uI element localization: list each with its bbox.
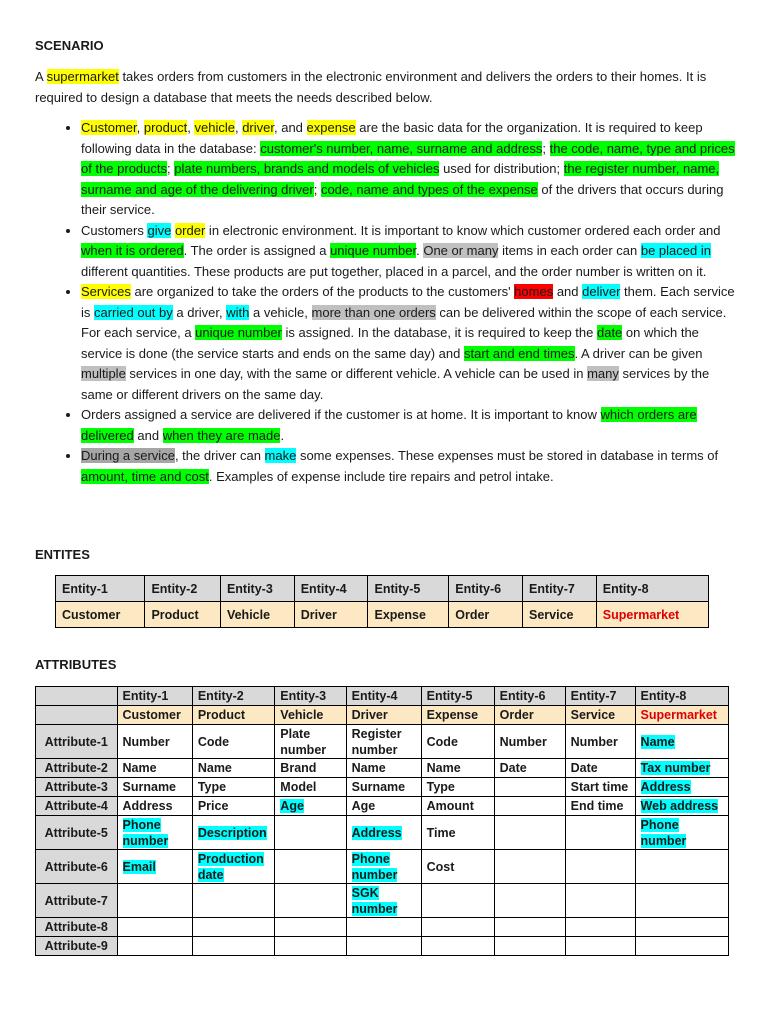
text-run: in electronic environment. It is important to know which customer ordered each order and <box>205 222 721 238</box>
highlighted-attribute: Phone number <box>640 817 687 848</box>
text-run: . <box>416 243 424 258</box>
attribute-cell <box>275 797 346 816</box>
attribute-entity-name-cell: Order <box>494 706 565 725</box>
attributes-header-row <box>36 687 729 706</box>
attribute-cell <box>346 884 421 918</box>
attribute-cell <box>565 850 635 884</box>
attribute-cell <box>346 797 421 816</box>
attribute-cell <box>494 759 565 778</box>
attribute-row-label: Attribute-1 <box>36 725 118 759</box>
attribute-value: Amount <box>426 799 474 813</box>
highlighted-attribute: Name <box>640 734 675 749</box>
attribute-cell <box>192 778 274 797</box>
text-run: of the drivers that occurs during their service. <box>81 181 724 217</box>
attribute-cell <box>346 816 421 850</box>
attribute-cell <box>494 816 565 850</box>
text-run: . Examples of expense include tire repairs and petrol intake. <box>208 468 554 484</box>
attribute-header-cell: Entity-6 <box>494 687 565 706</box>
entities-table <box>55 575 709 628</box>
attribute-cell <box>565 816 635 850</box>
attribute-cell <box>117 778 192 797</box>
text-run: . The order is assigned a <box>183 243 331 258</box>
attribute-row <box>36 937 729 956</box>
attribute-row-label: Attribute-8 <box>36 918 118 937</box>
attribute-value: Surname <box>351 780 406 794</box>
highlighted-text: During a service <box>81 448 175 463</box>
highlighted-text: when it is ordered <box>81 243 184 258</box>
text-run: and <box>553 284 583 299</box>
highlighted-text: make <box>264 448 297 463</box>
attribute-value: Model <box>280 780 317 794</box>
text-run: items in each order can <box>498 243 641 258</box>
entities-name-row <box>56 602 709 628</box>
attribute-entity-name-cell: Service <box>565 706 635 725</box>
attribute-cell <box>494 850 565 884</box>
highlighted-text: driver <box>242 120 274 135</box>
highlighted-text: Services <box>81 284 131 299</box>
attribute-header-cell: Entity-2 <box>192 687 274 706</box>
attribute-cell <box>421 937 494 956</box>
entity-name-cell: Order <box>449 602 523 628</box>
attribute-row <box>36 918 729 937</box>
attribute-cell <box>635 797 728 816</box>
attribute-row-label: Attribute-5 <box>36 816 118 850</box>
highlighted-attribute: Web address <box>640 799 719 813</box>
highlighted-text: plate numbers, brands and models of vehicles <box>174 161 440 176</box>
attribute-row-label: Attribute-3 <box>36 778 118 797</box>
highlighted-text: which orders are delivered <box>81 407 697 443</box>
attribute-cell <box>421 816 494 850</box>
text-run: and <box>133 427 163 443</box>
highlighted-text: deliver <box>582 284 621 299</box>
attribute-cell <box>192 918 274 937</box>
text-run: different quantities. These products are put together, placed in a parcel, and the order number is written on it. <box>81 263 707 279</box>
attribute-cell <box>275 816 346 850</box>
highlighted-text: product <box>143 120 188 135</box>
text-run: are organized to take the orders of the products to the customers' <box>130 284 515 299</box>
highlighted-text: code, name and types of the expense <box>320 181 538 197</box>
attribute-entity-name-cell: Vehicle <box>275 706 346 725</box>
attribute-value: Name <box>122 761 157 775</box>
attribute-cell <box>192 759 274 778</box>
attribute-cell <box>275 759 346 778</box>
attribute-cell <box>275 918 346 937</box>
attribute-row <box>36 759 729 778</box>
highlighted-attribute: SGK number <box>351 885 398 916</box>
attribute-cell <box>192 937 274 956</box>
attribute-cell <box>275 778 346 797</box>
attribute-cell <box>346 918 421 937</box>
attribute-entity-name-cell: Supermarket <box>635 706 728 725</box>
attribute-cell <box>635 725 728 759</box>
attribute-row-label: Attribute-9 <box>36 937 118 956</box>
attribute-cell <box>635 778 728 797</box>
scenario-intro <box>35 67 735 108</box>
attribute-cell <box>635 816 728 850</box>
attribute-cell <box>275 850 346 884</box>
highlighted-text: carried out by <box>94 304 173 320</box>
attribute-cell <box>421 884 494 918</box>
text-run: are the basic data for the organization. It is required to keep following data in the database: <box>81 120 703 156</box>
attribute-value: Name <box>426 761 461 775</box>
entity-name-cell: Product <box>145 602 221 628</box>
text-run: , the driver can <box>174 448 265 463</box>
attribute-cell <box>494 918 565 937</box>
highlighted-text: give <box>147 222 172 238</box>
text-run: A <box>35 69 47 84</box>
entity-header-cell: Entity-2 <box>145 576 221 602</box>
highlighted-text: start and end times <box>463 345 575 361</box>
attribute-cell <box>494 778 565 797</box>
attribute-cell <box>346 937 421 956</box>
attribute-value: Number <box>122 734 170 749</box>
attribute-value: Date <box>499 761 527 775</box>
highlighted-text: unique number <box>195 325 282 340</box>
entity-name-cell: Driver <box>294 602 368 628</box>
attribute-cell <box>192 725 274 759</box>
scenario-bullet <box>81 446 735 487</box>
attribute-value: Name <box>197 761 232 775</box>
attribute-row <box>36 884 729 918</box>
attribute-cell <box>494 725 565 759</box>
entity-name-cell: Service <box>523 602 597 628</box>
attribute-value: Price <box>197 799 229 813</box>
attribute-cell <box>275 884 346 918</box>
entity-name-cell: Vehicle <box>220 602 294 628</box>
attribute-cell <box>192 797 274 816</box>
attribute-row-label: Attribute-4 <box>36 797 118 816</box>
text-run: used for distribution; <box>439 161 564 176</box>
text-run: Orders assigned a service are delivered if the customer is at home. It is important to know <box>81 407 601 422</box>
attribute-cell <box>635 850 728 884</box>
entity-header-cell: Entity-6 <box>449 576 523 602</box>
attribute-cell <box>421 778 494 797</box>
attribute-cell <box>565 797 635 816</box>
attribute-value: Cost <box>426 859 455 874</box>
attribute-cell <box>117 759 192 778</box>
attribute-row-label: Attribute-6 <box>36 850 118 884</box>
highlighted-text: expense <box>306 120 356 135</box>
attribute-value: End time <box>570 799 624 813</box>
attribute-cell <box>117 937 192 956</box>
text-run: can be delivered within the scope of each service. For each service, a <box>81 304 727 340</box>
attribute-header-cell: Entity-7 <box>565 687 635 706</box>
scenario-bullet <box>81 405 735 446</box>
highlighted-attribute: Address <box>640 780 691 794</box>
attribute-cell <box>494 797 565 816</box>
attributes-entity-name-row <box>36 706 729 725</box>
attribute-cell <box>421 725 494 759</box>
highlighted-text: order <box>174 222 206 238</box>
attribute-value: Brand <box>280 761 317 775</box>
text-run: , and <box>273 120 307 135</box>
attribute-cell <box>117 884 192 918</box>
highlighted-attribute: Phone number <box>122 817 169 848</box>
attribute-cell <box>565 759 635 778</box>
attribute-cell <box>117 918 192 937</box>
attribute-value: Number <box>570 734 618 749</box>
attribute-cell <box>346 778 421 797</box>
highlighted-attribute: Tax number <box>640 761 711 775</box>
attribute-entity-name-cell: Driver <box>346 706 421 725</box>
highlighted-attribute: Email <box>122 859 156 874</box>
text-run: , <box>187 120 195 135</box>
entity-header-cell: Entity-5 <box>368 576 449 602</box>
text-run: , <box>136 120 144 135</box>
highlighted-text: with <box>226 304 250 320</box>
highlighted-text: customer's number, name, surname and address <box>260 140 543 156</box>
attribute-header-cell <box>36 687 118 706</box>
entity-header-cell: Entity-8 <box>596 576 708 602</box>
attribute-value: Address <box>122 799 173 813</box>
attribute-cell <box>346 725 421 759</box>
attribute-value: Surname <box>122 780 177 794</box>
text-run: some expenses. These expenses must be stored in database in terms of <box>296 448 719 463</box>
highlighted-attribute: Phone number <box>351 851 398 882</box>
entity-name-cell: Expense <box>368 602 449 628</box>
text-run: ; <box>313 181 321 197</box>
highlighted-text: supermarket <box>46 69 119 84</box>
attribute-cell <box>635 937 728 956</box>
attribute-cell <box>635 759 728 778</box>
attribute-entity-name-cell: Product <box>192 706 274 725</box>
attribute-value: Age <box>351 799 376 813</box>
highlighted-text: be placed in <box>640 243 711 258</box>
attribute-cell <box>117 816 192 850</box>
text-run: Customers <box>81 222 148 238</box>
highlighted-text: the code, name, type and prices of the products <box>81 140 735 176</box>
attribute-cell <box>192 884 274 918</box>
highlighted-text: homes <box>514 284 554 299</box>
attribute-cell <box>275 725 346 759</box>
attribute-value: Type <box>197 780 227 794</box>
scenario-title: SCENARIO <box>35 38 104 53</box>
highlighted-text: unique number <box>330 243 417 258</box>
attribute-entity-name-cell <box>36 706 118 725</box>
attribute-value: Number <box>499 734 547 749</box>
attribute-cell <box>117 797 192 816</box>
attribute-value: Date <box>570 761 598 775</box>
text-run: takes orders from customers in the electronic environment and delivers the orders to their homes. It is required to design a database that meets the needs described below. <box>35 69 707 105</box>
attribute-row <box>36 816 729 850</box>
text-run: , <box>234 120 243 135</box>
attribute-cell <box>565 884 635 918</box>
attribute-cell <box>635 884 728 918</box>
text-run: a vehicle, <box>249 304 312 320</box>
text-run: . A driver can be given <box>574 345 703 361</box>
attribute-cell <box>421 918 494 937</box>
attribute-entity-name-cell: Expense <box>421 706 494 725</box>
text-run: is assigned. In the database, it is required to keep the <box>281 325 597 340</box>
highlighted-text: multiple <box>81 366 126 381</box>
attribute-cell <box>565 937 635 956</box>
highlighted-text: date <box>596 325 623 340</box>
attribute-value: Time <box>426 825 456 840</box>
attributes-title: ATTRIBUTES <box>35 657 117 672</box>
attribute-cell <box>346 759 421 778</box>
attribute-cell <box>192 816 274 850</box>
attribute-header-cell: Entity-4 <box>346 687 421 706</box>
highlighted-attribute: Age <box>280 799 304 813</box>
entity-header-cell: Entity-7 <box>523 576 597 602</box>
attribute-value: Code <box>426 734 458 749</box>
text-run: ; <box>167 161 175 176</box>
attribute-cell <box>117 725 192 759</box>
scenario-bullet <box>81 282 735 405</box>
highlighted-text: many <box>587 366 619 381</box>
attribute-row <box>36 797 729 816</box>
highlighted-text: One or many <box>423 243 499 258</box>
attribute-header-cell: Entity-1 <box>117 687 192 706</box>
attribute-cell <box>346 850 421 884</box>
highlighted-text: amount, time and cost <box>81 468 209 484</box>
scenario-bullet-list <box>35 118 735 487</box>
attribute-row <box>36 850 729 884</box>
highlighted-attribute: Description <box>197 825 267 840</box>
attribute-row-label: Attribute-7 <box>36 884 118 918</box>
attribute-cell <box>565 918 635 937</box>
text-run: ; <box>542 140 550 156</box>
scenario-bullet <box>81 221 735 283</box>
entity-header-cell: Entity-4 <box>294 576 368 602</box>
text-run: services in one day, with the same or different vehicle. A vehicle can be used in <box>125 366 588 381</box>
text-run: services by the same or different drivers on the same day. <box>81 366 710 402</box>
attribute-value: Register number <box>351 726 402 757</box>
highlighted-text: the register number, name, surname and age of the delivering driver <box>81 161 720 197</box>
attribute-cell <box>192 850 274 884</box>
text-run: on which the service is done (the service starts and ends on the same day) and <box>81 325 699 361</box>
attribute-cell <box>421 797 494 816</box>
highlighted-attribute: Production date <box>197 851 264 882</box>
entities-header-row <box>56 576 709 602</box>
attribute-header-cell: Entity-5 <box>421 687 494 706</box>
attribute-cell <box>565 778 635 797</box>
attribute-value: Name <box>351 761 386 775</box>
entity-header-cell: Entity-3 <box>220 576 294 602</box>
attribute-header-cell: Entity-3 <box>275 687 346 706</box>
attribute-cell <box>635 918 728 937</box>
attribute-value: Type <box>426 780 455 794</box>
attribute-cell <box>117 850 192 884</box>
attribute-header-cell: Entity-8 <box>635 687 728 706</box>
text-run: . <box>280 427 285 443</box>
entity-header-cell: Entity-1 <box>56 576 145 602</box>
attribute-value: Code <box>197 734 230 749</box>
attribute-cell <box>565 725 635 759</box>
text-run: a driver, <box>172 304 227 320</box>
attribute-cell <box>421 850 494 884</box>
entity-name-cell: Customer <box>56 602 145 628</box>
entities-title: ENTITES <box>35 547 90 562</box>
attribute-value: Plate number <box>280 726 327 757</box>
attribute-cell <box>494 937 565 956</box>
attribute-cell <box>494 884 565 918</box>
attribute-row <box>36 778 729 797</box>
highlighted-attribute: Address <box>351 825 402 840</box>
attribute-cell <box>275 937 346 956</box>
attribute-cell <box>421 759 494 778</box>
highlighted-text: Customer <box>81 120 137 135</box>
highlighted-text: more than one orders <box>311 304 436 320</box>
attribute-value: Start time <box>570 780 629 794</box>
attributes-table <box>35 686 729 956</box>
attribute-row-label: Attribute-2 <box>36 759 118 778</box>
text-run: them. Each service is <box>81 284 735 320</box>
attribute-row <box>36 725 729 759</box>
entity-name-cell: Supermarket <box>596 602 708 628</box>
attribute-entity-name-cell: Customer <box>117 706 192 725</box>
highlighted-text: when they are made <box>162 427 281 443</box>
scenario-bullet <box>81 118 735 221</box>
highlighted-text: vehicle <box>194 120 235 135</box>
